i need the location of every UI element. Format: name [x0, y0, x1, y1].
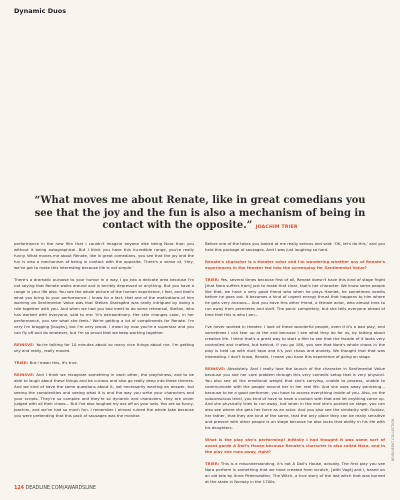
pull-quote-attribution: JOACHIM TRIER [255, 225, 298, 230]
footer-site: DEADLINE.COM/AWARDSLINE [25, 486, 96, 491]
page-footer [14, 486, 96, 491]
paragraph: performance in the new film that I couldn't imagine anyone else being Nora than you without it being autographical. But I think you have this incredible range, you're really funny. What moves me about Renate, like in great comedians, you see that the joy and the fun is also a mechanism of being in contact with the opposite. There's a sense of, 'Hey, we've got to make this interesting because life is not simple.' [14, 241, 194, 270]
speaker-label: REINSVE: [205, 365, 226, 371]
pull-quote [30, 195, 370, 235]
paragraph: Before one of the takes you looked at me really serious and said: 'OK, let's do this,' and you held this package of sausages. And I was just laughing so hard. [205, 241, 385, 252]
interview-question: What is the play she's performing? Initially I had thought it was some sort of avant garde A Doll's House because Renate's character is also called Nora, and in the play she runs away, right? [205, 437, 385, 455]
pull-quote-text: “What moves me about Renate, like in great comedians you see that the joy and the fun is also a mechanism of being in contact with the opposite.” [34, 195, 366, 231]
speaker-label: TRIER: [205, 460, 220, 466]
speaker-label: TRIER: [14, 359, 29, 365]
speaker-label: REINSVE: [14, 371, 35, 377]
paragraph: I've never worked in theater. I look at these wonderful people, even if it's a bad play, and sometimes I can tear up at the end because I see what they do for us, by talking about creative life. I think that's a great way to start a film to see that the facade of it looks very controlled and crafted, but behind, if you go 180, you see that Nora's whole chaos in the play is held up with duct tape and it's just chaos and anxiety. We thought that that was interesting. I don't know, Renate, I mean you have this experience of going on stage. [205, 324, 385, 359]
paragraph: REINSVE: You're talking for 10 minutes about so many nice things about me. I'm getting shy and really, really moved. [14, 342, 194, 354]
interview-question: Renate's character is a theater actor and I'm wondering whether any of Renate's experiences in the theater fed into the screenplay for Sentimental Value? [205, 258, 385, 270]
article-column-right [205, 241, 385, 491]
page-number: 124 [14, 486, 25, 491]
photo-credit: NOIR/NEOKT COLLECTION [391, 418, 395, 462]
paragraph: TRIER: But I mean this, it's true. [14, 359, 78, 365]
paragraph: There's a dramatic purpose to your humor in a way. I go into a delicate area because I'm not saying that Renate walks around and is terribly depressed or anything. But you have a range in your life also. You see the whole picture of the human experience, I feel, and that's what you bring to your performance. I know for a fact, that one of the motivations of him working on Sentimental Value was that Stellan Skarsgård was really intrigued by doing a role together with you. And when we had you two meet to do some rehearsal, Stellan, who has worked with everyone, said to me: 'It's extraordinary. Her skin changes color, in her performance, you see what she feels.' We're getting a lot of compliments for Renate. I'm very I'm bragging [laughs], but I'm very proud. I mean by now you're a superstar and you can fly off and do whatever, but I'm so proud that we keep working together. [14, 276, 194, 336]
speaker-label: TRIER: [205, 276, 220, 282]
article-column-left [14, 241, 194, 425]
paragraph: REINSVE: And I think we recognize something in each other, the playfulness, and to be able to laugh about these things and be curious and also go really deep into these themes. And we kind of have the same questions about it, not necessarily wanting an answer, but seeing the complexities and seeing what it is and the way you write your characters and your scripts. They're so complex and they're so dynamic and characters, they are never judged with all their chaos... But I've also laughed my ass off on your sets. You are so funny, Joachim, and we've had so much fun. I remember I almost ruined the whole take because you were pretending that this pack of sausages was the monitor. [14, 371, 194, 419]
speaker-label: REINSVE: [14, 342, 35, 348]
paragraph: TRIER: This is a misunderstanding, it's not A Doll's House, actually. The first play you see Nora perform is something that we have created from scratch, [with Vogt] and I, based on an old tale by Anne Pedersdotter, The Witch, a true story of the last witch that was burned at the stake in Norway in the 1700s. [205, 460, 385, 484]
section-label: Dynamic Duos [14, 7, 67, 15]
paragraph: REINSVE: Absolutely. And I really love the launch of the character in Sentimental Value because you see her core problem through this very comedic setup that is very physical. You also see all the emotional weight that she's carrying, unable to process, unable to communicate with the people around her in her real life. And she uses away panicking... because to be a good performer, you have to access everything inside of you. Also, on the subconscious level, you kind of have to have a contact with that and let anything come up. And she physically tries to run away, but when in the end she's pushed on stage, you can also see where she gets her force as an actor. And you also see the similarity with Gustav, her father, that they are kind of the same, that the only place they can be really sensitive and present with other people is on stage because he also lacks that ability in his life with his daughters. [205, 365, 385, 431]
paragraph: TRIER: Yes, several times because first of all, Renate doesn't have this kind of stage fright [that Nora suffers from] just to make that clear, that's her character. We know some people like that, we have a very good friend who when he plays Hamlet, he sometimes vomits before he goes out. It becomes a kind of urgent energy thrust that happens to him where he gets very anxious... And you have this other friend, a female actor, who almost tries to run away from premieres and stuff. The panic completely, but she tells everyone ahead of time that this is who I am... [205, 276, 385, 318]
